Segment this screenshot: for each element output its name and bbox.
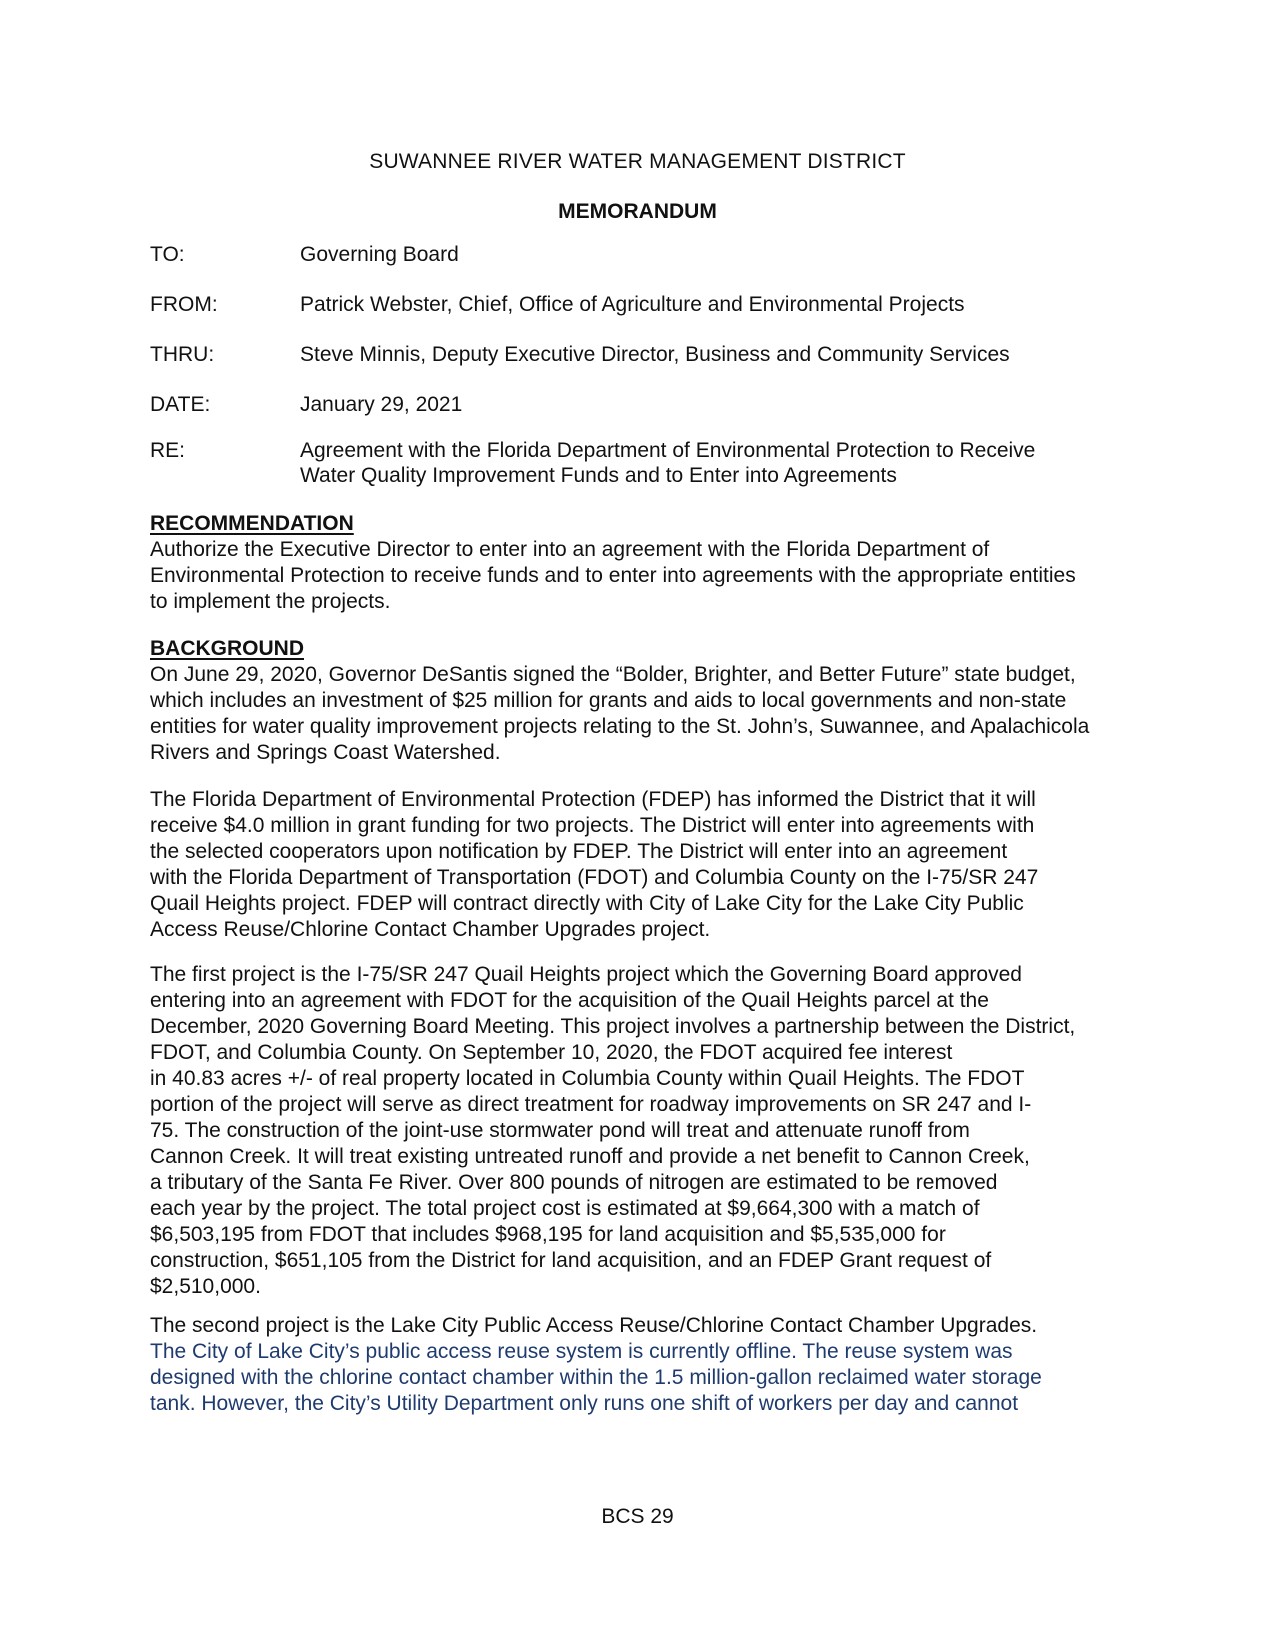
to-value: Governing Board xyxy=(300,243,459,266)
text-line: On June 29, 2020, Governor DeSantis signed the “Bolder, Brighter, and Better Future” state budget, xyxy=(150,663,1076,686)
text-line: receive $4.0 million in grant funding for two projects. The District will enter into agreements with xyxy=(150,814,1035,837)
from-label: FROM: xyxy=(150,293,218,316)
page-number: BCS 29 xyxy=(601,1505,674,1528)
to-label: TO: xyxy=(150,243,185,266)
text-line-blue: The City of Lake City’s public access reuse system is currently offline. The reuse system was xyxy=(150,1340,1013,1363)
background-paragraph-1 xyxy=(150,662,1180,766)
background-heading: BACKGROUND xyxy=(150,637,304,660)
text-line: Rivers and Springs Coast Watershed. xyxy=(150,741,501,764)
text-line: December, 2020 Governing Board Meeting. This project involves a partnership between the District, xyxy=(150,1015,1076,1038)
from-value: Patrick Webster, Chief, Office of Agriculture and Environmental Projects xyxy=(300,293,965,316)
thru-value: Steve Minnis, Deputy Executive Director, Business and Community Services xyxy=(300,343,1010,366)
text-line: Cannon Creek. It will treat existing untreated runoff and provide a net benefit to Cannon Creek, xyxy=(150,1145,1030,1168)
recommendation-paragraph xyxy=(150,537,1180,615)
background-paragraph-4 xyxy=(150,1313,1180,1417)
text-line: The second project is the Lake City Public Access Reuse/Chlorine Contact Chamber Upgrades. xyxy=(150,1314,1038,1337)
text-line: Quail Heights project. FDEP will contract directly with City of Lake City for the Lake City Public xyxy=(150,892,1024,915)
recommendation-heading: RECOMMENDATION xyxy=(150,512,354,535)
text-line: portion of the project will serve as direct treatment for roadway improvements on SR 247 and I- xyxy=(150,1093,1032,1116)
text-line: which includes an investment of $25 million for grants and aids to local governments and non-state xyxy=(150,689,1067,712)
background-paragraph-3 xyxy=(150,962,1180,1300)
text-line-blue: tank. However, the City’s Utility Department only runs one shift of workers per day and cannot xyxy=(150,1392,1019,1415)
text-line: Authorize the Executive Director to enter into an agreement with the Florida Department of xyxy=(150,538,990,561)
text-line: construction, $651,105 from the District for land acquisition, and an FDEP Grant request of xyxy=(150,1249,992,1272)
text-line: $2,510,000. xyxy=(150,1275,261,1298)
text-line: FDOT, and Columbia County. On September 10, 2020, the FDOT acquired fee interest xyxy=(150,1041,953,1064)
text-line: each year by the project. The total project cost is estimated at $9,664,300 with a match of xyxy=(150,1197,980,1220)
text-line: entering into an agreement with FDOT for the acquisition of the Quail Heights parcel at the xyxy=(150,989,989,1012)
text-line: a tributary of the Santa Fe River. Over 800 pounds of nitrogen are estimated to be removed xyxy=(150,1171,998,1194)
text-line: The Florida Department of Environmental Protection (FDEP) has informed the District that it will xyxy=(150,788,1036,811)
text-line: Environmental Protection to receive funds and to enter into agreements with the appropriate entities xyxy=(150,564,1076,587)
re-label: RE: xyxy=(150,439,186,462)
re-line: Agreement with the Florida Department of Environmental Protection to Receive xyxy=(300,439,1036,462)
text-line: with the Florida Department of Transportation (FDOT) and Columbia County on the I-75/SR 247 xyxy=(150,866,1039,889)
text-line: to implement the projects. xyxy=(150,590,391,613)
organization-name: SUWANNEE RIVER WATER MANAGEMENT DISTRICT xyxy=(369,150,906,173)
text-line: 75. The construction of the joint-use stormwater pond will treat and attenuate runoff from xyxy=(150,1119,970,1142)
text-line: the selected cooperators upon notification by FDEP. The District will enter into an agreement xyxy=(150,840,1008,863)
date-label: DATE: xyxy=(150,393,211,416)
re-line: Water Quality Improvement Funds and to Enter into Agreements xyxy=(300,464,897,487)
text-line: entities for water quality improvement projects relating to the St. John’s, Suwannee, and Apalachicola xyxy=(150,715,1090,738)
text-line: in 40.83 acres +/- of real property located in Columbia County within Quail Heights. The FDOT xyxy=(150,1067,1025,1090)
text-line: Access Reuse/Chlorine Contact Chamber Upgrades project. xyxy=(150,918,711,941)
re-value xyxy=(300,438,1150,488)
thru-label: THRU: xyxy=(150,343,215,366)
text-line: $6,503,195 from FDOT that includes $968,195 for land acquisition and $5,535,000 for xyxy=(150,1223,946,1246)
text-line: The first project is the I-75/SR 247 Quail Heights project which the Governing Board approved xyxy=(150,963,1022,986)
date-value: January 29, 2021 xyxy=(300,393,463,416)
background-paragraph-2 xyxy=(150,787,1180,943)
memo-title: MEMORANDUM xyxy=(558,200,717,223)
text-line-blue: designed with the chlorine contact chamber within the 1.5 million-gallon reclaimed water storage xyxy=(150,1366,1042,1389)
